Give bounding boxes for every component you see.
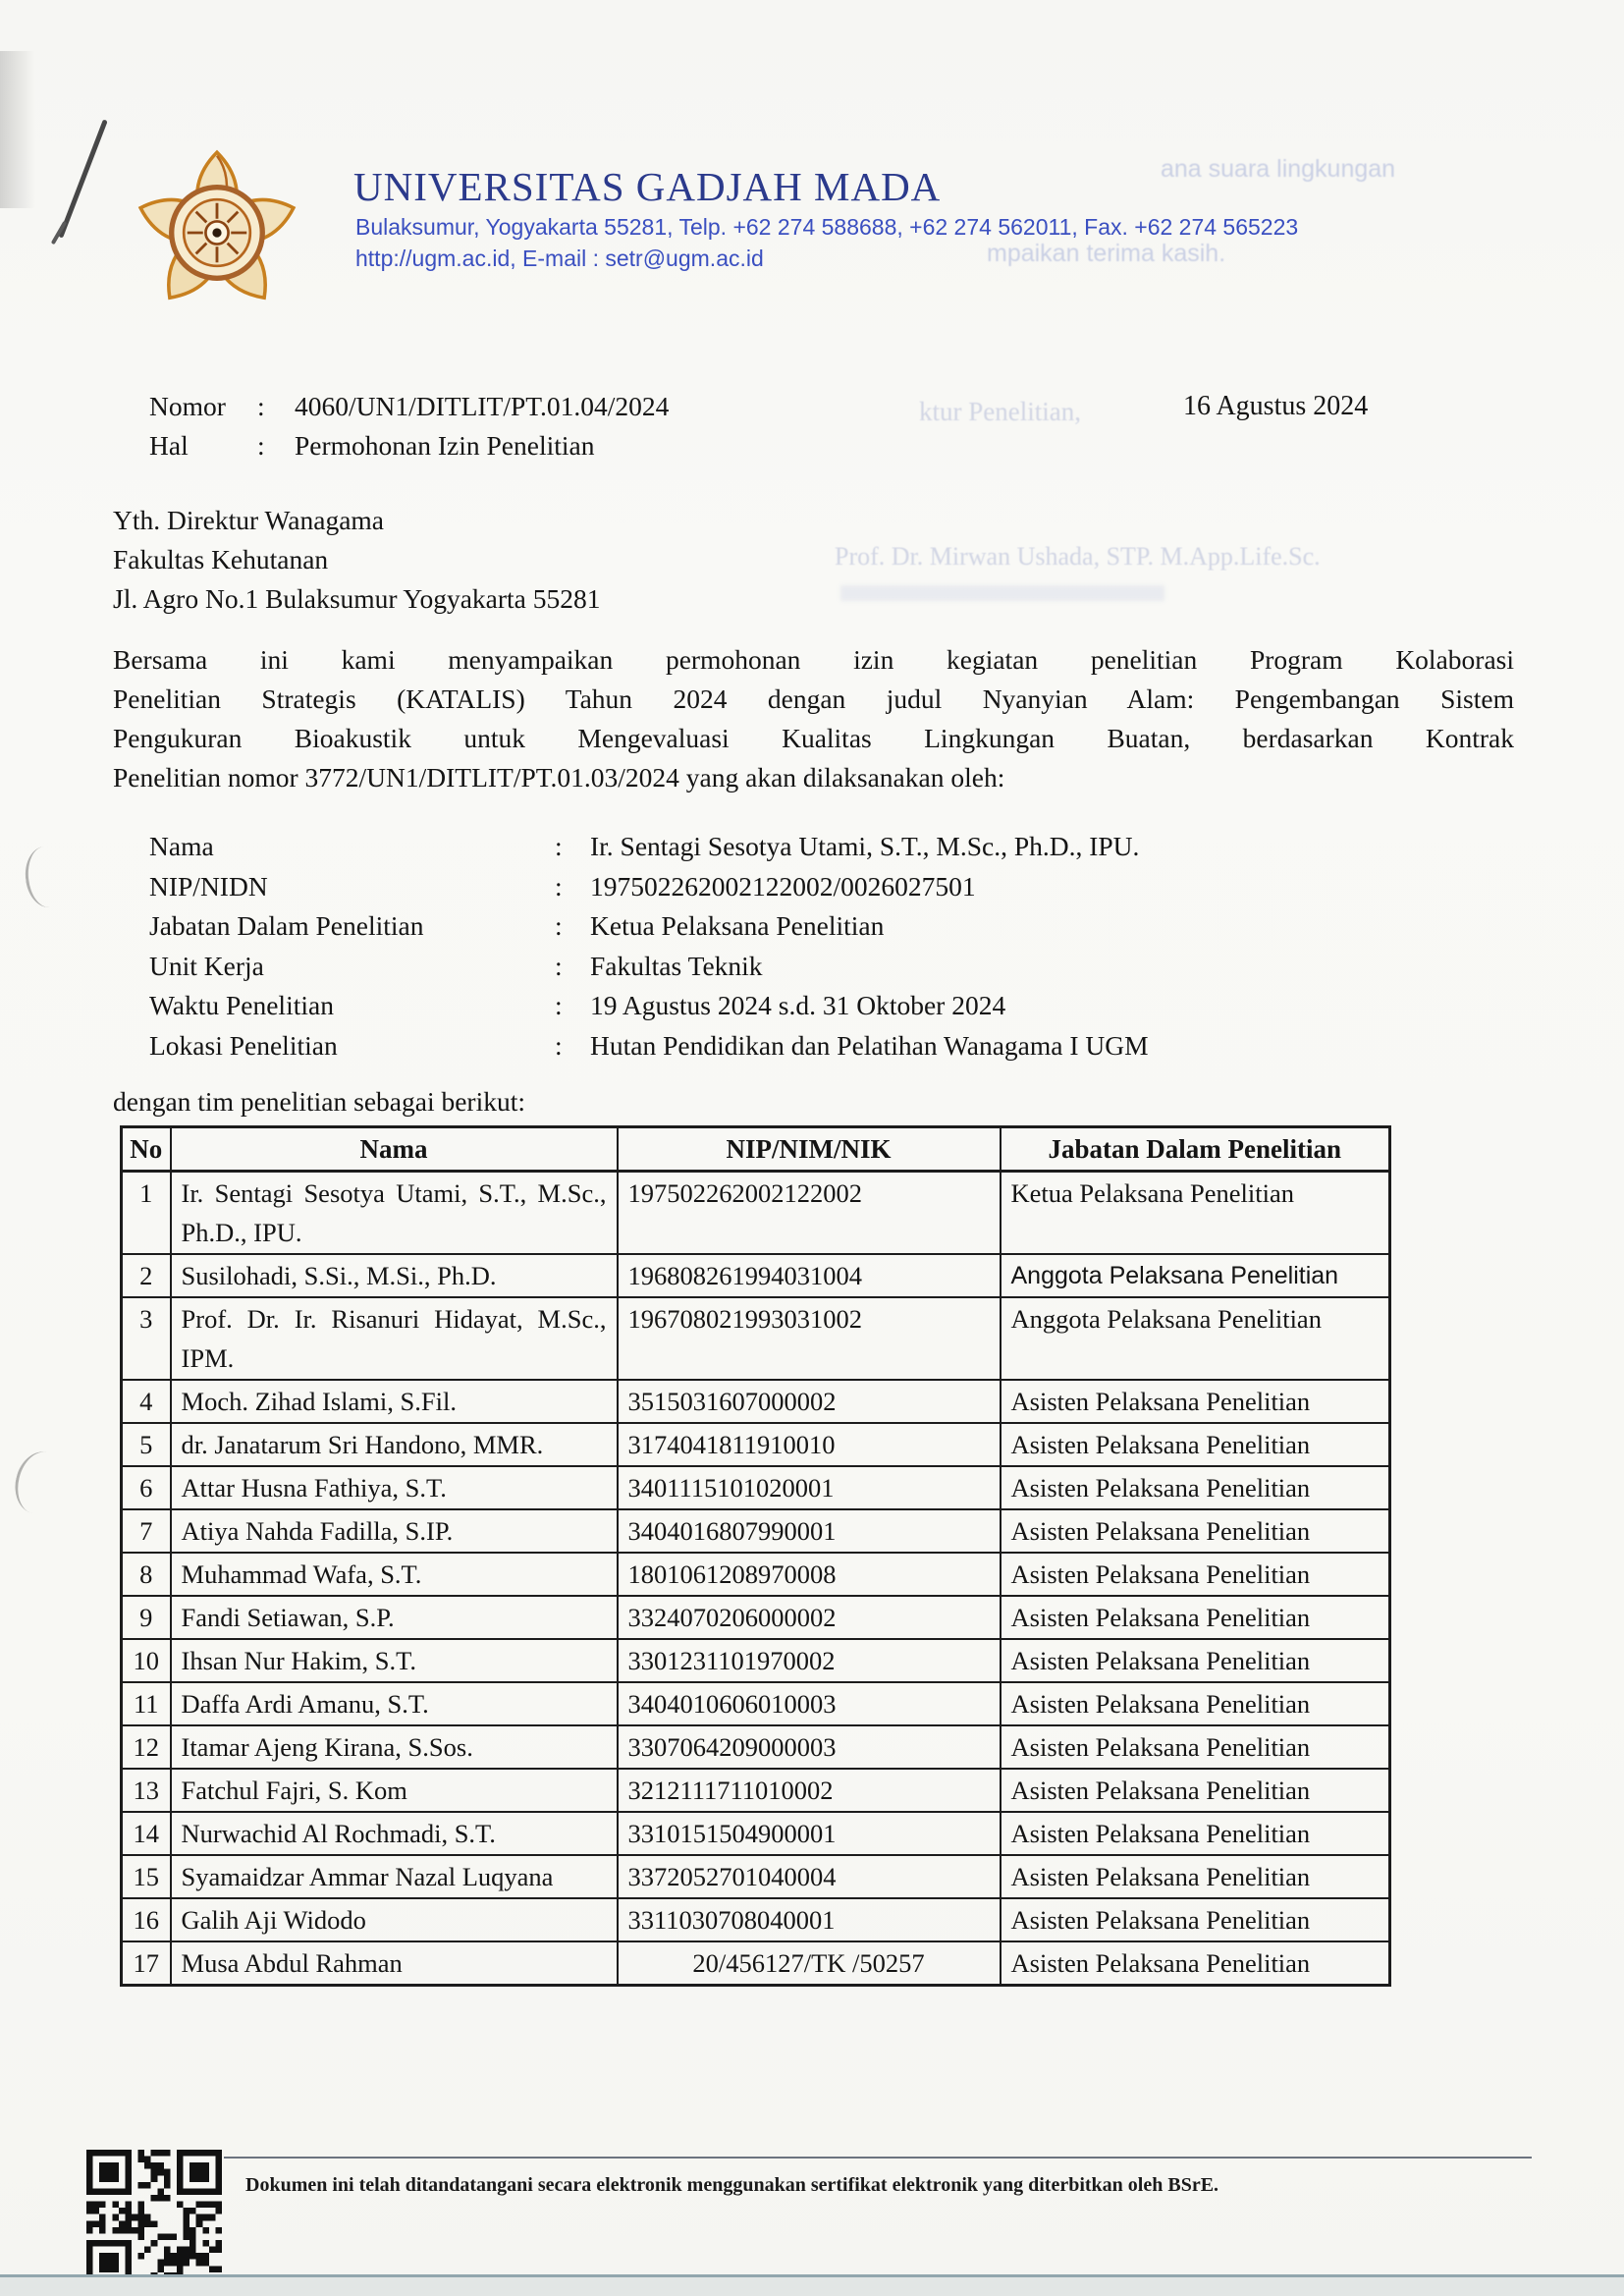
recipient-line: Fakultas Kehutanan	[113, 544, 329, 574]
member-name: Itamar Ajeng Kirana, S.Sos.	[171, 1725, 618, 1769]
detail-colon: :	[555, 870, 563, 902]
row-number: 11	[122, 1682, 171, 1725]
table-row	[122, 1380, 1390, 1423]
row-number: 4	[122, 1380, 171, 1423]
detail-row	[149, 990, 1149, 1030]
member-role: Asisten Pelaksana Penelitian	[1001, 1423, 1390, 1466]
detail-row	[149, 910, 1149, 951]
member-id: 3307064209000003	[618, 1725, 1001, 1769]
detail-label: Waktu Penelitian	[149, 990, 334, 1020]
member-name: Attar Husna Fathiya, S.T.	[171, 1466, 618, 1509]
detail-value: Ir. Sentagi Sesotya Utami, S.T., M.Sc., Ph.D., IPU.	[590, 831, 1140, 861]
table-column-header: No	[122, 1127, 171, 1172]
member-id: 3324070206000002	[618, 1596, 1001, 1639]
table-row	[122, 1941, 1390, 1986]
member-id: 3174041811910010	[618, 1423, 1001, 1466]
member-role: Asisten Pelaksana Penelitian	[1001, 1855, 1390, 1898]
table-row	[122, 1769, 1390, 1812]
scan-corner-shade	[0, 51, 35, 208]
table-row	[122, 1553, 1390, 1596]
member-id: 196808261994031004	[618, 1254, 1001, 1297]
member-role: Anggota Pelaksana Penelitian	[1001, 1254, 1390, 1297]
member-name: Fandi Setiawan, S.P.	[171, 1596, 618, 1639]
detail-label: Lokasi Penelitian	[149, 1029, 338, 1061]
member-name: Daffa Ardi Amanu, S.T.	[171, 1682, 618, 1725]
row-number: 10	[122, 1639, 171, 1682]
member-id: 3515031607000002	[618, 1380, 1001, 1423]
row-number: 15	[122, 1855, 171, 1898]
member-role: Asisten Pelaksana Penelitian	[1001, 1553, 1390, 1596]
scan-arc-mark-1	[23, 845, 71, 909]
table-row	[122, 1466, 1390, 1509]
row-number: 14	[122, 1812, 171, 1855]
letter-subject-row	[149, 430, 594, 462]
qr-code-icon	[86, 2149, 222, 2286]
recipient-line: Jl. Agro No.1 Bulaksumur Yogyakarta 55281	[113, 583, 601, 614]
row-number: 9	[122, 1596, 171, 1639]
table-row	[122, 1855, 1390, 1898]
member-name: Nurwachid Al Rochmadi, S.T.	[171, 1812, 618, 1855]
team-table-header	[122, 1127, 1390, 1172]
team-table-body	[122, 1172, 1390, 1986]
member-name: Galih Aji Widodo	[171, 1898, 618, 1941]
row-number: 17	[122, 1941, 171, 1986]
member-name: Atiya Nahda Fadilla, S.IP.	[171, 1509, 618, 1553]
member-role: Asisten Pelaksana Penelitian	[1001, 1596, 1390, 1639]
hal-colon: :	[257, 430, 265, 461]
detail-row	[149, 831, 1149, 871]
body-line: Bersama ini kami menyampaikan permohonan izin kegiatan penelitian Program Kolaborasi	[113, 644, 1514, 675]
member-name: Fatchul Fajri, S. Kom	[171, 1769, 618, 1812]
scan-arc-mark-2	[9, 1447, 71, 1519]
nomor-value: 4060/UN1/DITLIT/PT.01.04/2024	[295, 391, 670, 421]
row-number: 5	[122, 1423, 171, 1466]
member-name: Prof. Dr. Ir. Risanuri Hidayat, M.Sc., IPM.	[171, 1297, 618, 1380]
detail-label: Unit Kerja	[149, 950, 264, 981]
member-id: 3404016807990001	[618, 1509, 1001, 1553]
body-line: Penelitian Strategis (KATALIS) Tahun 2024 dengan judul Nyanyian Alam: Pengembangan Sistem	[113, 683, 1514, 714]
member-role: Asisten Pelaksana Penelitian	[1001, 1725, 1390, 1769]
table-row	[122, 1898, 1390, 1941]
row-number: 6	[122, 1466, 171, 1509]
member-name: Moch. Zihad Islami, S.Fil.	[171, 1380, 618, 1423]
university-address: Bulaksumur, Yogyakarta 55281, Telp. +62 274 588688, +62 274 562011, Fax. +62 274 565223	[355, 214, 1299, 240]
detail-colon: :	[555, 831, 563, 861]
table-row	[122, 1297, 1390, 1380]
table-column-header: Nama	[171, 1127, 618, 1172]
detail-colon: :	[555, 950, 563, 981]
table-row	[122, 1682, 1390, 1725]
table-row	[122, 1639, 1390, 1682]
row-number: 13	[122, 1769, 171, 1812]
detail-row	[149, 1030, 1149, 1070]
table-intro: dengan tim penelitian sebagai berikut:	[113, 1086, 526, 1117]
body-line: Pengukuran Bioakustik untuk Mengevaluasi Kualitas Lingkungan Buatan, berdasarkan Kontrak	[113, 723, 1514, 753]
member-id: 196708021993031002	[618, 1297, 1001, 1380]
hal-label: Hal	[149, 430, 189, 461]
team-table	[120, 1125, 1391, 1987]
member-name: Musa Abdul Rahman	[171, 1941, 618, 1986]
table-row	[122, 1423, 1390, 1466]
row-number: 16	[122, 1898, 171, 1941]
body-paragraph	[113, 640, 1514, 797]
detail-colon: :	[555, 990, 563, 1020]
letter-number-row	[149, 391, 669, 422]
body-line: Penelitian nomor 3772/UN1/DITLIT/PT.01.03/2024 yang akan dilaksanakan oleh:	[113, 762, 1005, 793]
member-id: 3311030708040001	[618, 1898, 1001, 1941]
signature-note: Dokumen ini telah ditandatangani secara elektronik menggunakan sertifikat elektronik yang diterbitkan oleh BSrE.	[245, 2174, 1219, 2196]
recipient-block	[113, 501, 601, 619]
scan-edge-strip	[0, 2277, 1624, 2296]
member-name: Ir. Sentagi Sesotya Utami, S.T., M.Sc., Ph.D., IPU.	[171, 1172, 618, 1255]
member-role: Anggota Pelaksana Penelitian	[1001, 1297, 1390, 1380]
ugm-logo-emblem	[130, 145, 304, 314]
ugm-logo-icon	[130, 145, 304, 320]
university-name: UNIVERSITAS GADJAH MADA	[353, 164, 942, 209]
member-role: Asisten Pelaksana Penelitian	[1001, 1509, 1390, 1553]
ghost-smudge	[840, 585, 1164, 601]
detail-colon: :	[555, 1029, 563, 1061]
member-id: 3404010606010003	[618, 1682, 1001, 1725]
table-row	[122, 1725, 1390, 1769]
letter-date: 16 Agustus 2024	[1183, 391, 1369, 421]
table-column-header: NIP/NIM/NIK	[618, 1127, 1001, 1172]
row-number: 3	[122, 1297, 171, 1380]
detail-value: Fakultas Teknik	[590, 950, 763, 981]
detail-value: 197502262002122002/0026027501	[590, 870, 976, 902]
table-row	[122, 1254, 1390, 1297]
detail-row	[149, 871, 1149, 911]
member-id: 20/456127/TK /50257	[618, 1941, 1001, 1986]
detail-colon: :	[555, 910, 563, 941]
table-column-header: Jabatan Dalam Penelitian	[1001, 1127, 1390, 1172]
member-id: 1801061208970008	[618, 1553, 1001, 1596]
row-number: 1	[122, 1172, 171, 1255]
row-number: 2	[122, 1254, 171, 1297]
member-role: Asisten Pelaksana Penelitian	[1001, 1898, 1390, 1941]
member-id: 3372052701040004	[618, 1855, 1001, 1898]
member-id: 3310151504900001	[618, 1812, 1001, 1855]
member-name: Muhammad Wafa, S.T.	[171, 1553, 618, 1596]
member-role: Asisten Pelaksana Penelitian	[1001, 1812, 1390, 1855]
member-role: Asisten Pelaksana Penelitian	[1001, 1941, 1390, 1986]
detail-value: Hutan Pendidikan dan Pelatihan Wanagama I UGM	[590, 1029, 1149, 1061]
detail-value: 19 Agustus 2024 s.d. 31 Oktober 2024	[590, 990, 1006, 1020]
university-web-email: http://ugm.ac.id, E-mail : setr@ugm.ac.id	[355, 246, 764, 271]
member-id: 3212111711010002	[618, 1769, 1001, 1812]
ghost-text-2: mpaikan terima kasih.	[987, 240, 1226, 267]
table-row	[122, 1172, 1390, 1255]
nomor-label: Nomor	[149, 391, 226, 421]
row-number: 7	[122, 1509, 171, 1553]
member-name: Susilohadi, S.Si., M.Si., Ph.D.	[171, 1254, 618, 1297]
detail-label: Jabatan Dalam Penelitian	[149, 910, 424, 941]
ghost-text-3: ktur Penelitian,	[919, 397, 1081, 426]
member-role: Asisten Pelaksana Penelitian	[1001, 1639, 1390, 1682]
member-role: Asisten Pelaksana Penelitian	[1001, 1380, 1390, 1423]
detail-row	[149, 951, 1149, 991]
member-name: dr. Janatarum Sri Handono, MMR.	[171, 1423, 618, 1466]
member-role: Asisten Pelaksana Penelitian	[1001, 1466, 1390, 1509]
table-header-row	[122, 1127, 1390, 1172]
member-role: Asisten Pelaksana Penelitian	[1001, 1682, 1390, 1725]
member-name: Ihsan Nur Hakim, S.T.	[171, 1639, 618, 1682]
table-row	[122, 1596, 1390, 1639]
footer-divider	[224, 2157, 1532, 2159]
table-row	[122, 1509, 1390, 1553]
ghost-text-1: ana suara lingkungan	[1161, 155, 1396, 183]
detail-label: NIP/NIDN	[149, 870, 268, 902]
table-row	[122, 1812, 1390, 1855]
member-id: 197502262002122002	[618, 1172, 1001, 1255]
member-name: Syamaidzar Ammar Nazal Luqyana	[171, 1855, 618, 1898]
hal-value: Permohonan Izin Penelitian	[295, 430, 595, 461]
member-id: 3301231101970002	[618, 1639, 1001, 1682]
row-number: 8	[122, 1553, 171, 1596]
recipient-line: Yth. Direktur Wanagama	[113, 505, 385, 535]
pen-check-mark	[58, 119, 108, 238]
member-role: Ketua Pelaksana Penelitian	[1001, 1172, 1390, 1255]
research-details	[149, 831, 1149, 1069]
ghost-text-4: Prof. Dr. Mirwan Ushada, STP. M.App.Life.Sc.	[835, 542, 1321, 571]
detail-label: Nama	[149, 831, 214, 861]
detail-value: Ketua Pelaksana Penelitian	[590, 910, 885, 941]
member-role: Asisten Pelaksana Penelitian	[1001, 1769, 1390, 1812]
member-id: 3401115101020001	[618, 1466, 1001, 1509]
qr-code	[86, 2149, 222, 2286]
row-number: 12	[122, 1725, 171, 1769]
nomor-colon: :	[257, 391, 265, 421]
